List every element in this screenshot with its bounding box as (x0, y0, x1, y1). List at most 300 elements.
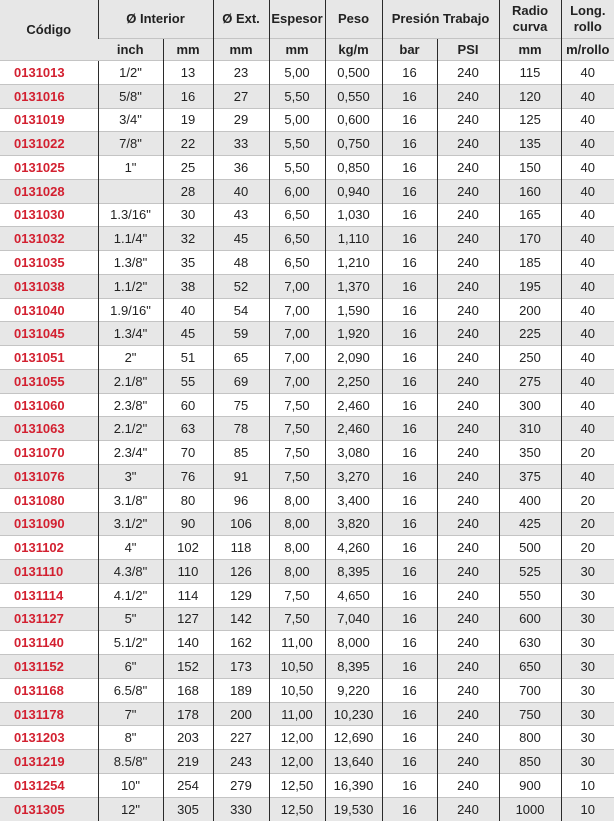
cell-psi: 240 (437, 346, 499, 370)
cell-codigo: 0131090 (0, 512, 98, 536)
cell-interior-mm: 219 (163, 750, 213, 774)
table-row (0, 750, 614, 774)
cell-inch: 3.1/2" (98, 512, 163, 536)
cell-long: 30 (561, 750, 614, 774)
cell-radio: 310 (499, 417, 561, 441)
cell-radio: 150 (499, 156, 561, 180)
table-row (0, 726, 614, 750)
cell-radio: 650 (499, 655, 561, 679)
cell-bar: 16 (382, 441, 437, 465)
cell-long: 40 (561, 61, 614, 85)
table-row (0, 132, 614, 156)
cell-peso: 1,590 (325, 298, 382, 322)
cell-bar: 16 (382, 369, 437, 393)
cell-interior-mm: 254 (163, 773, 213, 797)
cell-psi: 240 (437, 536, 499, 560)
cell-ext-mm: 23 (213, 61, 269, 85)
cell-interior-mm: 35 (163, 251, 213, 275)
cell-psi: 240 (437, 631, 499, 655)
cell-codigo: 0131038 (0, 274, 98, 298)
cell-peso: 0,600 (325, 108, 382, 132)
cell-peso: 3,400 (325, 488, 382, 512)
cell-ext-mm: 330 (213, 797, 269, 820)
table-row (0, 298, 614, 322)
cell-radio: 225 (499, 322, 561, 346)
cell-bar: 16 (382, 655, 437, 679)
cell-ext-mm: 129 (213, 583, 269, 607)
cell-bar: 16 (382, 488, 437, 512)
cell-codigo: 0131032 (0, 227, 98, 251)
cell-radio: 350 (499, 441, 561, 465)
cell-long: 40 (561, 369, 614, 393)
cell-bar: 16 (382, 179, 437, 203)
table-row (0, 346, 614, 370)
cell-psi: 240 (437, 61, 499, 85)
unit-psi: PSI (437, 39, 499, 61)
table-body (0, 61, 614, 821)
cell-bar: 16 (382, 678, 437, 702)
cell-codigo: 0131060 (0, 393, 98, 417)
cell-espesor: 11,00 (269, 631, 325, 655)
cell-radio: 115 (499, 61, 561, 85)
table-row (0, 702, 614, 726)
cell-radio: 425 (499, 512, 561, 536)
cell-codigo: 0131127 (0, 607, 98, 631)
cell-bar: 16 (382, 417, 437, 441)
cell-inch: 1.9/16" (98, 298, 163, 322)
cell-espesor: 5,50 (269, 84, 325, 108)
cell-radio: 850 (499, 750, 561, 774)
cell-peso: 3,820 (325, 512, 382, 536)
cell-peso: 9,220 (325, 678, 382, 702)
cell-psi: 240 (437, 179, 499, 203)
cell-psi: 240 (437, 441, 499, 465)
table-header-row (0, 0, 614, 39)
cell-interior-mm: 55 (163, 369, 213, 393)
cell-radio: 195 (499, 274, 561, 298)
cell-psi: 240 (437, 607, 499, 631)
cell-bar: 16 (382, 726, 437, 750)
cell-espesor: 7,00 (269, 346, 325, 370)
cell-long: 40 (561, 203, 614, 227)
cell-codigo: 0131070 (0, 441, 98, 465)
cell-long: 20 (561, 441, 614, 465)
cell-long: 20 (561, 488, 614, 512)
cell-bar: 16 (382, 583, 437, 607)
cell-psi: 240 (437, 726, 499, 750)
cell-inch: 2.3/4" (98, 441, 163, 465)
table-row (0, 251, 614, 275)
cell-interior-mm: 110 (163, 560, 213, 584)
cell-ext-mm: 65 (213, 346, 269, 370)
cell-ext-mm: 33 (213, 132, 269, 156)
cell-codigo: 0131178 (0, 702, 98, 726)
cell-interior-mm: 76 (163, 465, 213, 489)
cell-peso: 3,270 (325, 465, 382, 489)
cell-long: 40 (561, 274, 614, 298)
unit-mm-radio: mm (499, 39, 561, 61)
cell-espesor: 10,50 (269, 655, 325, 679)
cell-bar: 16 (382, 346, 437, 370)
cell-inch: 12" (98, 797, 163, 820)
header-long: Long. rollo (561, 0, 614, 39)
table-row (0, 108, 614, 132)
cell-long: 30 (561, 583, 614, 607)
cell-codigo: 0131076 (0, 465, 98, 489)
cell-radio: 900 (499, 773, 561, 797)
cell-long: 10 (561, 797, 614, 820)
cell-codigo: 0131051 (0, 346, 98, 370)
cell-psi: 240 (437, 488, 499, 512)
cell-espesor: 7,00 (269, 369, 325, 393)
cell-psi: 240 (437, 750, 499, 774)
cell-codigo: 0131080 (0, 488, 98, 512)
cell-peso: 4,260 (325, 536, 382, 560)
cell-ext-mm: 43 (213, 203, 269, 227)
cell-peso: 4,650 (325, 583, 382, 607)
cell-radio: 500 (499, 536, 561, 560)
cell-radio: 550 (499, 583, 561, 607)
cell-peso: 2,250 (325, 369, 382, 393)
cell-peso: 13,640 (325, 750, 382, 774)
cell-interior-mm: 305 (163, 797, 213, 820)
table-row (0, 322, 614, 346)
cell-inch: 2.3/8" (98, 393, 163, 417)
cell-espesor: 8,00 (269, 560, 325, 584)
table-row (0, 655, 614, 679)
cell-long: 40 (561, 298, 614, 322)
table-row (0, 488, 614, 512)
cell-interior-mm: 45 (163, 322, 213, 346)
cell-codigo: 0131025 (0, 156, 98, 180)
cell-psi: 240 (437, 465, 499, 489)
cell-codigo: 0131114 (0, 583, 98, 607)
cell-long: 40 (561, 393, 614, 417)
cell-radio: 750 (499, 702, 561, 726)
cell-ext-mm: 118 (213, 536, 269, 560)
cell-radio: 600 (499, 607, 561, 631)
cell-inch: 2.1/8" (98, 369, 163, 393)
cell-interior-mm: 203 (163, 726, 213, 750)
cell-ext-mm: 75 (213, 393, 269, 417)
cell-ext-mm: 45 (213, 227, 269, 251)
cell-ext-mm: 126 (213, 560, 269, 584)
cell-peso: 16,390 (325, 773, 382, 797)
cell-bar: 16 (382, 84, 437, 108)
cell-inch: 3" (98, 465, 163, 489)
cell-long: 40 (561, 417, 614, 441)
cell-radio: 525 (499, 560, 561, 584)
cell-espesor: 7,00 (269, 322, 325, 346)
cell-interior-mm: 40 (163, 298, 213, 322)
cell-radio: 375 (499, 465, 561, 489)
cell-long: 40 (561, 322, 614, 346)
unit-mm-interior: mm (163, 39, 213, 61)
cell-espesor: 5,50 (269, 156, 325, 180)
cell-codigo: 0131102 (0, 536, 98, 560)
cell-ext-mm: 29 (213, 108, 269, 132)
cell-bar: 16 (382, 274, 437, 298)
cell-inch: 1.1/2" (98, 274, 163, 298)
table-row (0, 369, 614, 393)
cell-codigo: 0131016 (0, 84, 98, 108)
table-row (0, 227, 614, 251)
cell-espesor: 7,50 (269, 393, 325, 417)
cell-interior-mm: 28 (163, 179, 213, 203)
cell-inch: 3.1/8" (98, 488, 163, 512)
table-row (0, 607, 614, 631)
cell-interior-mm: 25 (163, 156, 213, 180)
cell-inch: 2" (98, 346, 163, 370)
cell-inch: 6.5/8" (98, 678, 163, 702)
table-row (0, 393, 614, 417)
cell-radio: 700 (499, 678, 561, 702)
cell-peso: 1,030 (325, 203, 382, 227)
cell-psi: 240 (437, 274, 499, 298)
table-row (0, 583, 614, 607)
cell-ext-mm: 40 (213, 179, 269, 203)
cell-interior-mm: 140 (163, 631, 213, 655)
cell-interior-mm: 63 (163, 417, 213, 441)
cell-psi: 240 (437, 583, 499, 607)
cell-espesor: 5,00 (269, 108, 325, 132)
cell-interior-mm: 30 (163, 203, 213, 227)
cell-long: 30 (561, 702, 614, 726)
cell-ext-mm: 189 (213, 678, 269, 702)
cell-ext-mm: 48 (213, 251, 269, 275)
cell-inch: 5/8" (98, 84, 163, 108)
cell-interior-mm: 51 (163, 346, 213, 370)
cell-bar: 16 (382, 298, 437, 322)
cell-inch: 7" (98, 702, 163, 726)
cell-codigo: 0131140 (0, 631, 98, 655)
cell-bar: 16 (382, 227, 437, 251)
cell-peso: 8,395 (325, 560, 382, 584)
cell-peso: 2,090 (325, 346, 382, 370)
cell-inch: 1.3/4" (98, 322, 163, 346)
cell-radio: 160 (499, 179, 561, 203)
cell-ext-mm: 52 (213, 274, 269, 298)
cell-peso: 1,110 (325, 227, 382, 251)
cell-long: 40 (561, 227, 614, 251)
cell-espesor: 6,50 (269, 203, 325, 227)
cell-inch: 4.3/8" (98, 560, 163, 584)
cell-ext-mm: 162 (213, 631, 269, 655)
cell-inch: 5.1/2" (98, 631, 163, 655)
cell-interior-mm: 32 (163, 227, 213, 251)
cell-espesor: 12,50 (269, 773, 325, 797)
cell-peso: 3,080 (325, 441, 382, 465)
cell-interior-mm: 80 (163, 488, 213, 512)
cell-peso: 0,850 (325, 156, 382, 180)
cell-codigo: 0131028 (0, 179, 98, 203)
cell-espesor: 12,00 (269, 750, 325, 774)
cell-codigo: 0131035 (0, 251, 98, 275)
cell-bar: 16 (382, 631, 437, 655)
cell-psi: 240 (437, 393, 499, 417)
cell-bar: 16 (382, 560, 437, 584)
cell-interior-mm: 19 (163, 108, 213, 132)
cell-psi: 240 (437, 702, 499, 726)
cell-psi: 240 (437, 108, 499, 132)
cell-peso: 12,690 (325, 726, 382, 750)
table-row (0, 536, 614, 560)
cell-radio: 165 (499, 203, 561, 227)
cell-bar: 16 (382, 536, 437, 560)
cell-bar: 16 (382, 61, 437, 85)
table-row (0, 179, 614, 203)
cell-inch: 4" (98, 536, 163, 560)
cell-interior-mm: 102 (163, 536, 213, 560)
cell-long: 30 (561, 655, 614, 679)
cell-long: 40 (561, 465, 614, 489)
cell-ext-mm: 200 (213, 702, 269, 726)
cell-espesor: 7,50 (269, 417, 325, 441)
cell-radio: 1000 (499, 797, 561, 820)
cell-radio: 275 (499, 369, 561, 393)
cell-bar: 16 (382, 156, 437, 180)
cell-espesor: 6,00 (269, 179, 325, 203)
cell-long: 40 (561, 156, 614, 180)
cell-inch: 1.3/8" (98, 251, 163, 275)
cell-inch: 10" (98, 773, 163, 797)
cell-bar: 16 (382, 132, 437, 156)
cell-codigo: 0131203 (0, 726, 98, 750)
cell-inch: 1.1/4" (98, 227, 163, 251)
cell-peso: 2,460 (325, 393, 382, 417)
cell-interior-mm: 70 (163, 441, 213, 465)
cell-espesor: 11,00 (269, 702, 325, 726)
cell-psi: 240 (437, 773, 499, 797)
cell-long: 20 (561, 512, 614, 536)
cell-long: 40 (561, 108, 614, 132)
cell-inch: 8.5/8" (98, 750, 163, 774)
cell-espesor: 7,00 (269, 298, 325, 322)
cell-espesor: 8,00 (269, 488, 325, 512)
cell-espesor: 12,50 (269, 797, 325, 820)
cell-inch: 2.1/2" (98, 417, 163, 441)
cell-ext-mm: 96 (213, 488, 269, 512)
cell-codigo: 0131055 (0, 369, 98, 393)
cell-bar: 16 (382, 702, 437, 726)
cell-codigo: 0131045 (0, 322, 98, 346)
cell-inch: 6" (98, 655, 163, 679)
cell-espesor: 12,00 (269, 726, 325, 750)
header-interior: Ø Interior (98, 0, 213, 39)
cell-espesor: 6,50 (269, 227, 325, 251)
header-ext: Ø Ext. (213, 0, 269, 39)
cell-espesor: 7,00 (269, 274, 325, 298)
table-row (0, 797, 614, 820)
table-row (0, 274, 614, 298)
cell-ext-mm: 279 (213, 773, 269, 797)
cell-radio: 120 (499, 84, 561, 108)
cell-inch: 1/2" (98, 61, 163, 85)
cell-espesor: 7,50 (269, 607, 325, 631)
table-row (0, 417, 614, 441)
cell-codigo: 0131040 (0, 298, 98, 322)
cell-peso: 7,040 (325, 607, 382, 631)
cell-radio: 800 (499, 726, 561, 750)
cell-psi: 240 (437, 251, 499, 275)
cell-radio: 185 (499, 251, 561, 275)
cell-espesor: 7,50 (269, 583, 325, 607)
cell-peso: 1,210 (325, 251, 382, 275)
cell-long: 10 (561, 773, 614, 797)
cell-interior-mm: 127 (163, 607, 213, 631)
cell-long: 30 (561, 560, 614, 584)
cell-inch: 7/8" (98, 132, 163, 156)
cell-codigo: 0131013 (0, 61, 98, 85)
cell-peso: 1,370 (325, 274, 382, 298)
cell-interior-mm: 60 (163, 393, 213, 417)
unit-mm-ext: mm (213, 39, 269, 61)
cell-codigo: 0131305 (0, 797, 98, 820)
cell-ext-mm: 36 (213, 156, 269, 180)
cell-psi: 240 (437, 298, 499, 322)
cell-ext-mm: 59 (213, 322, 269, 346)
cell-espesor: 10,50 (269, 678, 325, 702)
cell-psi: 240 (437, 655, 499, 679)
cell-bar: 16 (382, 393, 437, 417)
cell-inch: 1" (98, 156, 163, 180)
cell-codigo: 0131254 (0, 773, 98, 797)
cell-long: 30 (561, 678, 614, 702)
cell-ext-mm: 85 (213, 441, 269, 465)
cell-codigo: 0131110 (0, 560, 98, 584)
cell-psi: 240 (437, 132, 499, 156)
cell-radio: 125 (499, 108, 561, 132)
cell-codigo: 0131063 (0, 417, 98, 441)
cell-radio: 200 (499, 298, 561, 322)
cell-bar: 16 (382, 512, 437, 536)
cell-bar: 16 (382, 797, 437, 820)
table-row (0, 84, 614, 108)
cell-peso: 19,530 (325, 797, 382, 820)
cell-espesor: 7,50 (269, 465, 325, 489)
cell-ext-mm: 106 (213, 512, 269, 536)
cell-ext-mm: 173 (213, 655, 269, 679)
cell-psi: 240 (437, 369, 499, 393)
cell-espesor: 8,00 (269, 512, 325, 536)
cell-bar: 16 (382, 773, 437, 797)
cell-peso: 0,550 (325, 84, 382, 108)
cell-psi: 240 (437, 156, 499, 180)
cell-long: 40 (561, 132, 614, 156)
unit-kgm: kg/m (325, 39, 382, 61)
cell-ext-mm: 54 (213, 298, 269, 322)
cell-psi: 240 (437, 227, 499, 251)
cell-ext-mm: 91 (213, 465, 269, 489)
cell-bar: 16 (382, 251, 437, 275)
unit-inch: inch (98, 39, 163, 61)
cell-peso: 8,395 (325, 655, 382, 679)
table-row (0, 631, 614, 655)
cell-interior-mm: 168 (163, 678, 213, 702)
cell-espesor: 6,50 (269, 251, 325, 275)
cell-peso: 0,750 (325, 132, 382, 156)
cell-long: 40 (561, 346, 614, 370)
cell-peso: 10,230 (325, 702, 382, 726)
cell-inch: 8" (98, 726, 163, 750)
cell-interior-mm: 90 (163, 512, 213, 536)
cell-radio: 300 (499, 393, 561, 417)
cell-ext-mm: 142 (213, 607, 269, 631)
table-row (0, 773, 614, 797)
cell-codigo: 0131168 (0, 678, 98, 702)
cell-peso: 1,920 (325, 322, 382, 346)
cell-codigo: 0131152 (0, 655, 98, 679)
